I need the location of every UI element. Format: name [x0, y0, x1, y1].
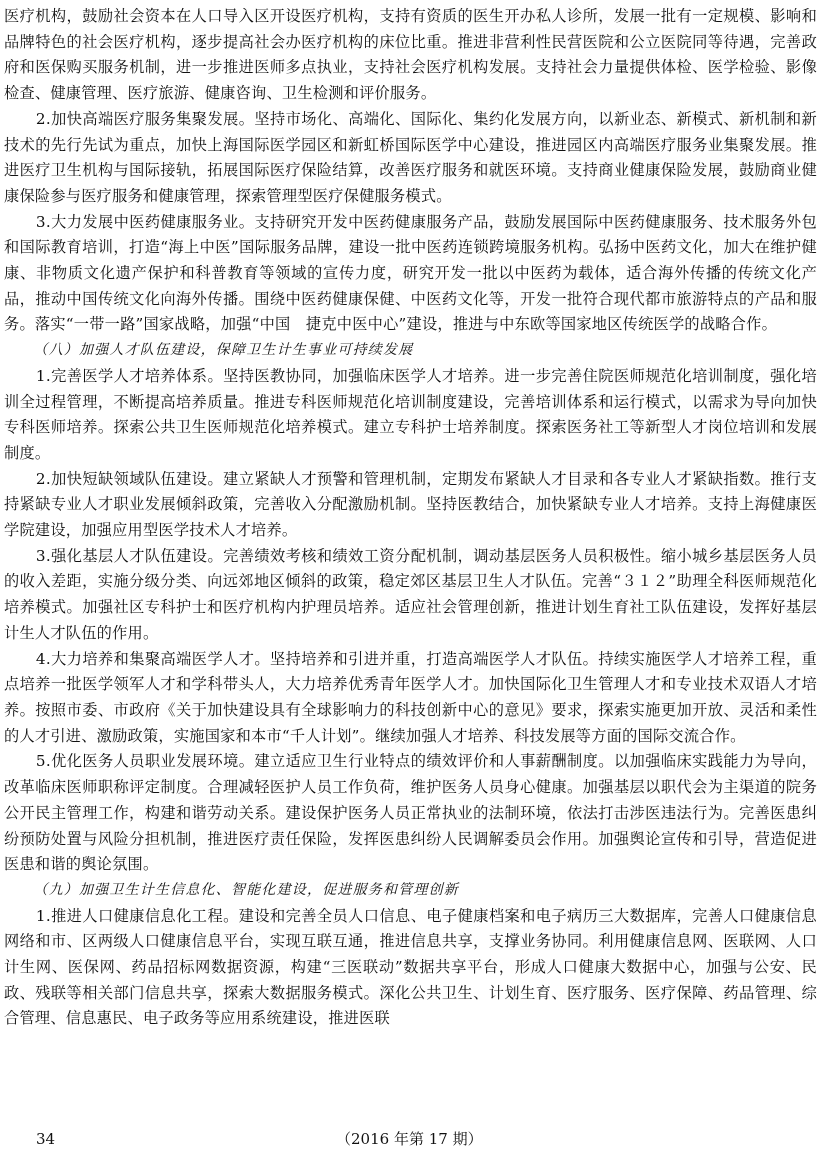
article-body: [4, 4, 817, 1032]
body-paragraph: 医疗机构，鼓励社会资本在人口导入区开设医疗机构，支持有资质的医生开办私人诊所，发展一批有一定规模、影响和品牌特色的社会医疗机构，逐步提高社会办医疗机构的床位比重。推进非营利性民营医院和公立医院同等待遇，完善政府和医保购买服务机制，进一步推进医师多点执业，支持社会医疗机构发展。支持社会力量提供体检、医学检验、影像检查、健康管理、医疗旅游、健康咨询、卫生检测和评价服务。: [4, 7, 817, 103]
section-heading: （八）加强人才队伍建设，保障卫生计生事业可持续发展: [33, 342, 414, 359]
page-footer: [0, 1128, 827, 1150]
page-number: 34: [36, 1130, 56, 1148]
section-heading: （九）加强卫生计生信息化、智能化建设，促进服务和管理创新: [33, 881, 459, 898]
body-paragraph: 3.强化基层人才队伍建设。完善绩效考核和绩效工资分配机制，调动基层医务人员积极性。缩小城乡基层医务人员的收入差距，实施分级分类、向远郊地区倾斜的政策，稳定郊区基层卫生人才队伍。完善“３１２”助理全科医师规范化培养模式。加强社区专科护士和医疗机构内护理员培养。适应社会管理创新，推进计划生育社工队伍建设，发挥好基层计生人才队伍的作用。: [4, 546, 817, 642]
body-paragraph: 5.优化医务人员职业发展环境。建立适应卫生行业特点的绩效评价和人事薪酬制度。以加强临床实践能力为导向，改革临床医师职称评定制度。合理减轻医护人员工作负荷，维护医务人员身心健康。加强基层以职代会为主渠道的院务公开民主管理工作，构建和谐劳动关系。建设保护医务人员正常执业的法制环境，依法打击涉医违法行为。完善医患纠纷预防处置与风险分担机制，推进医疗责任保险，发挥医患纠纷人民调解委员会作用。加强舆论宣传和引导，营造促进医患和谐的舆论氛围。: [4, 752, 817, 874]
body-paragraph: 4.大力培养和集聚高端医学人才。坚持培养和引进并重，打造高端医学人才队伍。持续实施医学人才培养工程，重点培养一批医学领军人才和学科带头人，大力培养优秀青年医学人才。加快国际化卫生管理人才和专业技术双语人才培养。按照市委、市政府《关于加快建设具有全球影响力的科技创新中心的意见》要求，探索实施更加开放、灵活和柔性的人才引进、激励政策，实施国家和本市“千人计划”。继续加强人才培养、科技发展等方面的国际交流合作。: [4, 649, 817, 745]
body-paragraph: 2.加快高端医疗服务集聚发展。坚持市场化、高端化、国际化、集约化发展方向，以新业态、新模式、新机制和新技术的先行先试为重点，加快上海国际医学园区和新虹桥国际医学中心建设，推进园区内高端医疗服务业集聚发展。推进医疗卫生机构与国际接轨，拓展国际医疗保险结算，改善医疗服务和就医环境。支持商业健康保险发展，鼓励商业健康保险参与医疗服务和健康管理，探索管理型医疗保健服务模式。: [4, 109, 817, 205]
body-paragraph: 1.完善医学人才培养体系。坚持医教协同，加强临床医学人才培养。进一步完善住院医师规范化培训制度，强化培训全过程管理，不断提高培养质量。推进专科医师规范化培训制度建设，完善培训体系和运行模式，以需求为导向加快专科医师培养。探索公共卫生医师规范化培养模式。建立专科护士培养制度。探索医务社工等新型人才岗位培训和发展制度。: [4, 366, 817, 462]
body-paragraph: 3.大力发展中医药健康服务业。支持研究开发中医药健康服务产品，鼓励发展国际中医药健康服务、技术服务外包和国际教育培训，打造“海上中医”国际服务品牌，建设一批中医药连锁跨境服务机构。弘扬中医药文化，加大在维护健康、非物质文化遗产保护和科普教育等领域的宣传力度，研究开发一批以中医药为载体，适合海外传播的传统文化产品，推动中国传统文化向海外传播。围绕中医药健康保健、中医药文化等，开发一批符合现代都市旅游特点的产品和服务。落实“一带一路”国家战略，加强“中国 捷克中医中心”建设，推进与中东欧等国家地区传统医学的战略合作。: [4, 212, 817, 334]
issue-label: （2016 年第 17 期）: [336, 1130, 483, 1148]
body-paragraph: 1.推进人口健康信息化工程。建设和完善全员人口信息、电子健康档案和电子病历三大数据库，完善人口健康信息网络和市、区两级人口健康信息平台，实现互联互通，推进信息共享，支撑业务协同。利用健康信息网、医联网、人口计生网、医保网、药品招标网数据资源，构建“三医联动”数据共享平台，形成人口健康大数据中心，加强与公安、民政、残联等相关部门信息共享，探索大数据服务模式。深化公共卫生、计划生育、医疗服务、医疗保障、药品管理、综合管理、信息惠民、电子政务等应用系统建设，推进医联: [4, 906, 817, 1028]
body-paragraph: 2.加快短缺领域队伍建设。建立紧缺人才预警和管理机制，定期发布紧缺人才目录和各专业人才紧缺指数。推行支持紧缺专业人才职业发展倾斜政策，完善收入分配激励机制。坚持医教结合，加快紧缺专业人才培养。支持上海健康医学院建设，加强应用型医学技术人才培养。: [4, 469, 817, 540]
